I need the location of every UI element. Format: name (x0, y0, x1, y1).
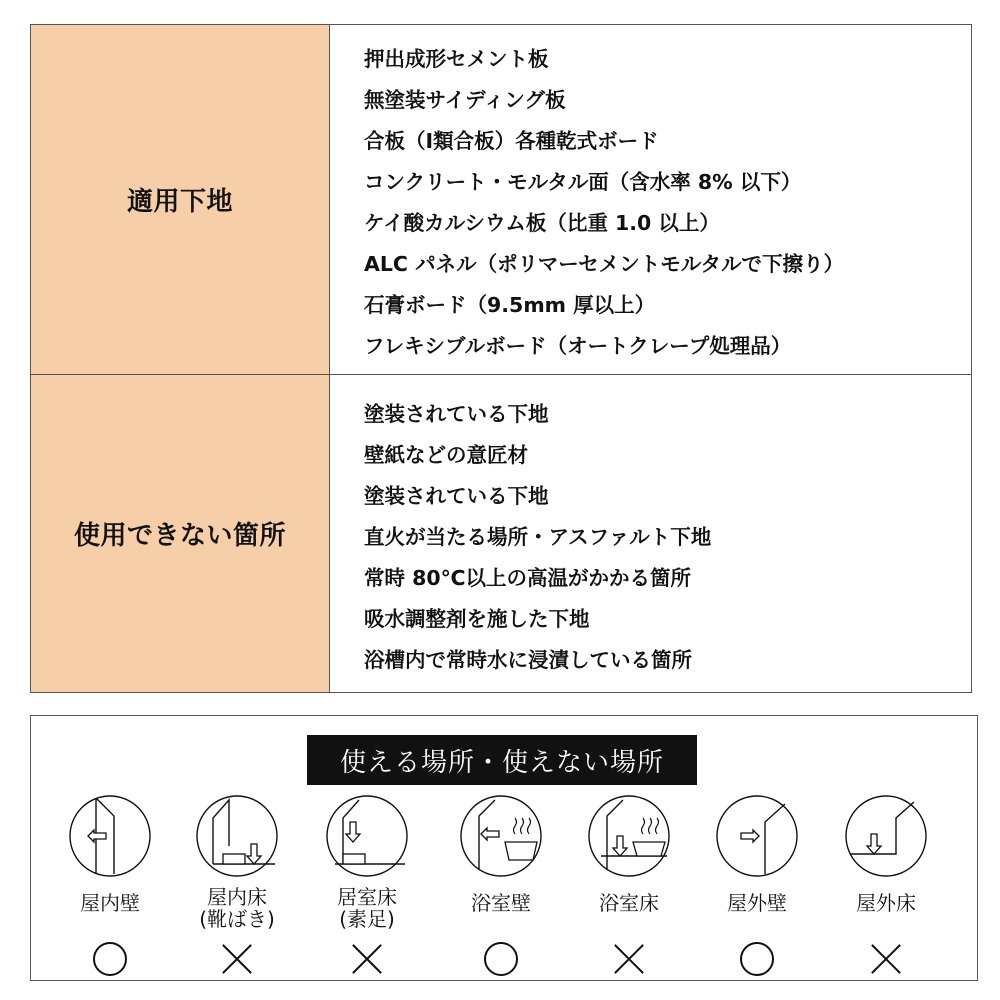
place-label: 屋内壁 (80, 891, 140, 915)
substrate-list (330, 25, 971, 374)
place-bathroom-floor (564, 794, 694, 976)
outdoor-floor-icon (844, 794, 928, 878)
list-item: 無塗装サイディング板 (364, 88, 566, 112)
indoor-floor-icon (195, 794, 279, 878)
indoor-wall-icon (68, 794, 152, 878)
spec-row-applicable (31, 25, 971, 375)
usage-panel (30, 715, 978, 981)
circle-mark-icon (740, 942, 774, 976)
outdoor-wall-icon (715, 794, 799, 878)
list-item: ALC パネル（ポリマーセメントモルタルで下擦り） (364, 252, 844, 276)
list-item: フレキシブルボード（オートクレープ処理品） (364, 334, 792, 358)
room-floor-icon (325, 794, 409, 878)
usage-title: 使える場所・使えない場所 (307, 735, 697, 785)
places-row (31, 716, 977, 980)
not-usable-mark (564, 936, 694, 976)
list-item: 壁紙などの意匠材 (364, 443, 528, 467)
cross-mark-icon (612, 942, 646, 976)
cross-mark-icon (220, 942, 254, 976)
list-item: 塗装されている下地 (364, 484, 549, 508)
circle-mark-icon (93, 942, 127, 976)
place-label: 屋外床 (856, 891, 916, 915)
place-outdoor-floor (821, 794, 951, 976)
spec-row-not-usable (31, 375, 971, 692)
bathroom-wall-icon (459, 794, 543, 878)
not-usable-mark (302, 936, 432, 976)
restriction-list (330, 375, 971, 692)
cross-mark-icon (869, 942, 903, 976)
usable-mark (692, 936, 822, 976)
place-indoor-floor (172, 794, 302, 976)
circle-mark-icon (484, 942, 518, 976)
list-item: コンクリート・モルタル面（含水率 8% 以下） (364, 170, 802, 194)
place-bathroom-wall (436, 794, 566, 976)
place-label: 居室床 (素足) (337, 885, 397, 931)
cross-mark-icon (350, 942, 384, 976)
list-item: 塗装されている下地 (364, 402, 549, 426)
row-heading: 適用下地 (31, 25, 330, 374)
place-indoor-wall (45, 794, 175, 976)
place-room-floor (302, 794, 432, 976)
place-label: 浴室壁 (471, 891, 531, 915)
list-item: 吸水調整剤を施した下地 (364, 607, 590, 631)
usable-mark (45, 936, 175, 976)
place-label: 浴室床 (599, 891, 659, 915)
list-item: ケイ酸カルシウム板（比重 1.0 以上） (364, 211, 720, 235)
place-outdoor-wall (692, 794, 822, 976)
list-item: 石膏ボード（9.5mm 厚以上） (364, 293, 656, 317)
list-item: 常時 80℃以上の高温がかかる箇所 (364, 566, 691, 590)
list-item: 直火が当たる場所・アスファルト下地 (364, 525, 712, 549)
usable-mark (436, 936, 566, 976)
spec-table (30, 24, 972, 693)
bathroom-floor-icon (587, 794, 671, 878)
list-item: 押出成形セメント板 (364, 47, 549, 71)
not-usable-mark (172, 936, 302, 976)
list-item: 浴槽内で常時水に浸漬している箇所 (364, 648, 692, 672)
row-heading: 使用できない箇所 (31, 375, 330, 692)
not-usable-mark (821, 936, 951, 976)
place-label: 屋外壁 (727, 891, 787, 915)
list-item: 合板（Ⅰ類合板）各種乾式ボード (364, 129, 659, 153)
place-label: 屋内床 (靴ばき) (199, 885, 275, 931)
